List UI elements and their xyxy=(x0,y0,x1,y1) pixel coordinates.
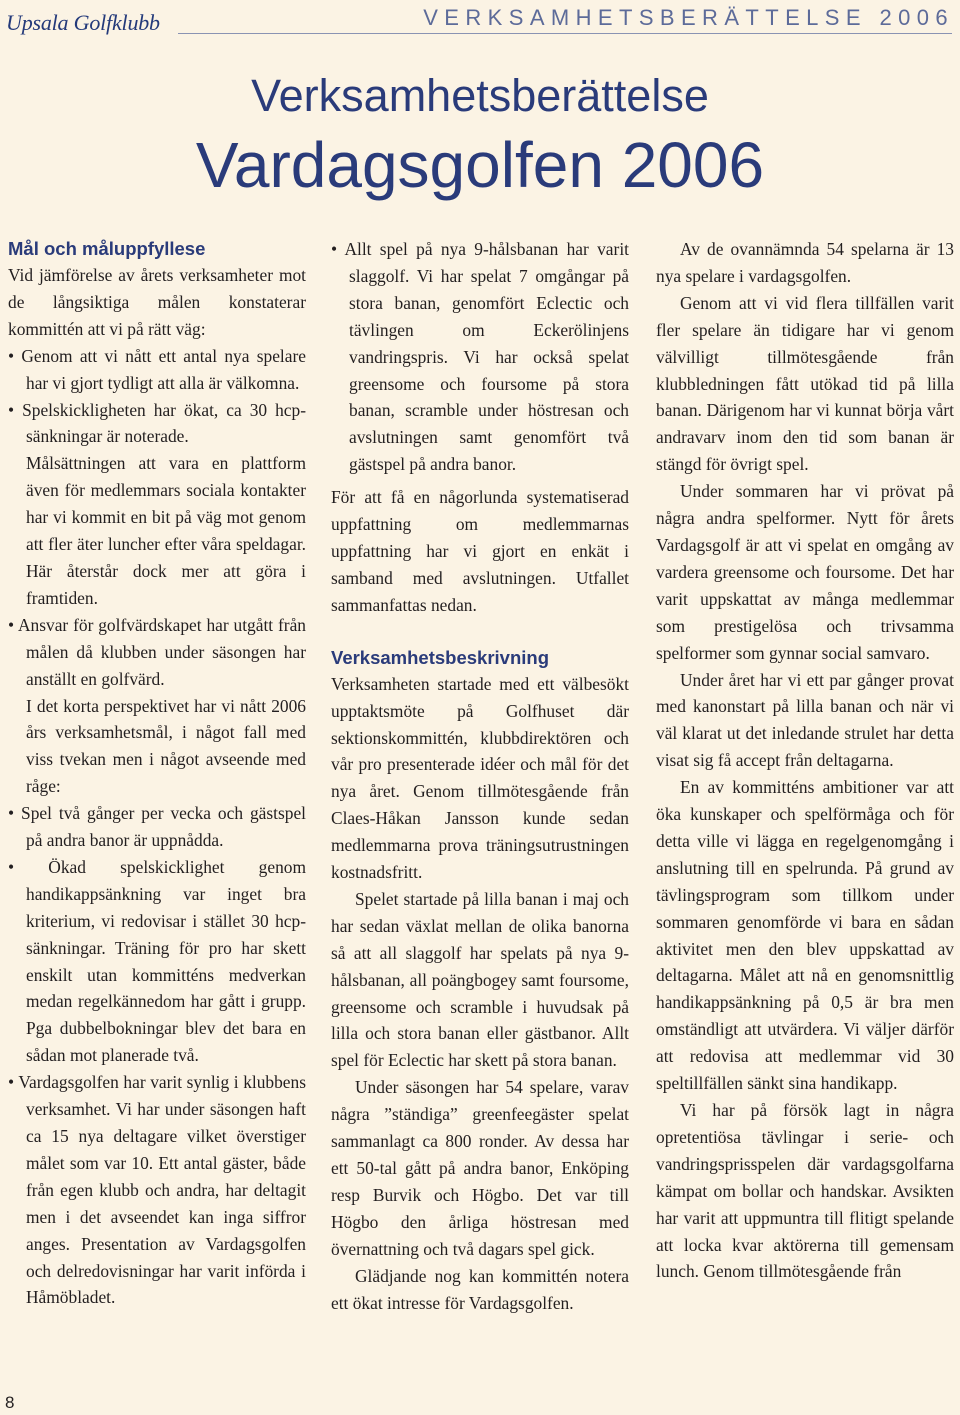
column-1 xyxy=(8,236,306,1311)
page-number: 8 xyxy=(5,1393,15,1412)
paragraph: Spelet startade på lilla banan i maj och har sedan växlat mellan de olika banorna så att all slaggolf har spelats på nya 9-hålsbanan, all poängbogey samt foursome, greensome och scramble i huvudsak på lilla och stora banan eller gästbanor. Allt spel för Eclectic har skett på stora banan. xyxy=(331,888,629,1071)
page-title-line1: Verksamhetsberättelse xyxy=(251,70,709,121)
paragraph: För att få en någorlunda systematiserad uppfattning om medlemmarnas uppfattning har vi gjort en enkät i samband med avslutningen. Utfallet sammanfattas nedan. xyxy=(331,487,629,615)
paragraph: Vid jämförelse av årets verksamheter mot de långsiktiga målen konstaterar kommittén att vi på rätt väg: xyxy=(8,265,306,339)
bullet-item: • Ökad spelskicklighet genom handikappsänkning var inget bra kriterium, vi redovisar i stället 30 hcp-sänkningar. Träning för pro har skett enskilt utan kommitténs medverkan medan regelkännedom har gått i grupp. Pga dubbelbokningar blev det bara en sådan mot planerade två. xyxy=(8,856,306,1066)
paragraph: Under året har vi ett par gånger provat med kanonstart på lilla banan och när vi väl klarat ut det inledande strulet har detta visat sig få accept från deltagarna. xyxy=(656,669,954,771)
page-title-line2: Vardagsgolfen 2006 xyxy=(195,129,765,201)
bullet-item: • Genom att vi nått ett antal nya spelare har vi gjort tydligt att alla är välkomna. xyxy=(8,345,306,393)
paragraph: Glädjande nog kan kommittén notera ett ökat intresse för Vardagsgolfen. xyxy=(331,1265,629,1313)
bullet-item: • Spelskickligheten har ökat, ca 30 hcp-sänkningar är noterade. xyxy=(8,399,306,447)
bullet-item: • Ansvar för golfvärdskapet har utgått från målen då klubben under säsongen har anställt en golfvärd. xyxy=(8,614,306,689)
paragraph: Verksamheten startade med ett välbesökt upptaktsmöte på Golfhuset där sektionskommittén, klubbdirektören och vår pro presenterade idéer och mål för det nya året. Genom tillmötesgående från Claes-Håkan Jansson kunde sedan medlemmarna prova träningsutrustningen kostnadsfritt. xyxy=(331,673,629,883)
page-header xyxy=(0,0,960,40)
paragraph: Vi har på försök lagt in några opretentiösa tävlingar i serie- och vandringsprisspelen där vardagsgolfarna kämpat om bollar och handskar. Avsikten har varit att uppmuntra till flitigt spelande att locka kvar aktörerna till gemensam lunch. Genom tillmötesgående från xyxy=(656,1100,954,1282)
column-2 xyxy=(331,236,629,1316)
bullet-item: • Vardagsgolfen har varit synlig i klubbens verksamhet. Vi har under säsongen haft ca 15 nya deltagare vilket överstiger målet som var 10. Ett antal gäster, både från egen klubb och andra, har deltagit men i det avseendet kan inga siffror anges. Presentation av Vardagsgolfen och delredovisningar har varit införda i Håmöbladet. xyxy=(8,1072,306,1308)
bullet-continuation: Målsättningen att vara en plattform även för medlemmars sociala kontakter har vi kommit en bit på väg mot genom att fler äter luncher efter våra speldagar. Här återstår dock mer att göra i framtiden. xyxy=(26,453,306,608)
section-heading-goals: Mål och måluppfyllese xyxy=(8,238,206,259)
bullet-item: • Spel två gånger per vecka och gästspel på andra banor är uppnådda. xyxy=(8,803,306,851)
paragraph: En av kommitténs ambitioner var att öka kunskaper och spelförmåga och för detta ville vi lägga en regelgenomgång i anslutning till en spelrunda. På grund av tävlingsprogram som tillkom under sommaren genomförde vi bara en sådan aktivitet men den blev uppskattad av deltagarna. Målet att nå en genomsnittlig handikappsänkning på 0,5 är bra men omständligt att utvärdera. Vi väljer därför att redovisa att medlemmar vid 30 speltillfällen sänkt sina handikapp. xyxy=(656,777,954,1094)
header-rule xyxy=(178,33,952,34)
paragraph: Under sommaren har vi prövat på några andra spelformer. Nytt för årets Vardagsgolf är att vi spelat en omgång av vardera greensome och foursome. Det har varit uppskattat av många medlemmar som prestigelösa och trivsamma spelformer som gynnar social samvaro. xyxy=(656,481,954,663)
running-title: VERKSAMHETSBERÄTTELSE 2006 xyxy=(423,5,954,30)
column-3 xyxy=(656,236,954,1285)
club-logo: Upsala Golfklubb xyxy=(6,10,160,35)
bullet-continuation: I det korta perspektivet har vi nått 2006 års verksamhetsmål, i något fall med viss tvekan men i något avseende med råge: xyxy=(26,695,306,797)
paragraph: Av de ovannämnda 54 spelarna är 13 nya spelare i vardagsgolfen. xyxy=(656,239,954,286)
bullet-item: • Allt spel på nya 9-hålsbanan har varit slaggolf. Vi har spelat 7 omgångar på stora banan, genomfört Eclectic och tävlingen om Eckerölinjens vandringspris. Vi har också spelat greensome och foursome på stora banan, scramble under höstresan och avslutningen samt genomfört två gästspel på andra banor. xyxy=(331,239,629,475)
section-heading-activity: Verksamhetsbeskrivning xyxy=(331,646,549,668)
paragraph: Under säsongen har 54 spelare, varav några ”ständiga” greenfeegäster spelat sammanlagt ca 800 ronder. Av dessa har ett 50-tal gått på andra banor, Enköping resp Burvik och Högbo. Det var till Högbo den årliga höstresan med övernattning och två dagars spel gick. xyxy=(331,1077,629,1259)
paragraph: Genom att vi vid flera tillfällen varit fler spelare än tidigare har vi genom välvilligt tillmötesgående från klubbledningen fått utökad tid på lilla banan. Därigenom har vi kunnat börja vårt andravarv inom den tid som banan är stängd för övrigt spel. xyxy=(656,292,954,475)
